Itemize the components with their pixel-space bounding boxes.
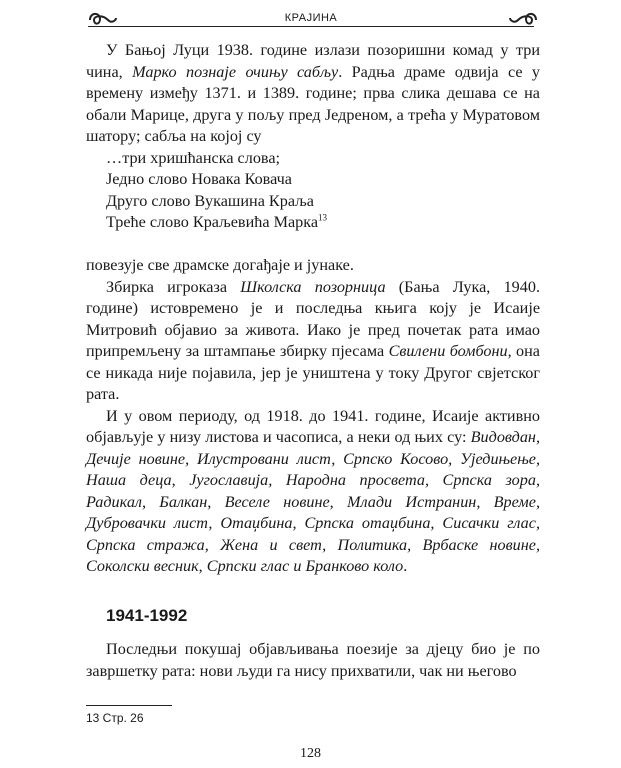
right-ornament-icon <box>508 6 540 30</box>
header-title: КРАЈИНА <box>284 12 338 24</box>
text: (Бања Лука, 1940. године) истовремено је и последња књига коју је Исаије Митровић објавио за живота. Иако је пред почетак рата имао припремљену за штампање збирку пјесама <box>86 277 540 360</box>
text: У Бањој Луци 1938. године излази позоришни комад у три чина, <box>86 41 540 81</box>
page-body <box>86 40 540 682</box>
running-header <box>88 12 534 32</box>
work-title: Марко познаје очињу сабљу <box>132 62 339 81</box>
verse-line: …три хришћанска слова; <box>106 148 281 167</box>
text: . Радња драме одвија се у времену између 1371. и 1389. године; прва слика дешава се на обали Марице, друга у пољу пред Једреном, а трећа у Муратовом шатору; сабља на којој су <box>86 62 540 145</box>
paragraph-2: повезује све драмске догађаје и јунаке. <box>86 256 354 274</box>
footnote: 13 Стр. 26 <box>86 711 144 725</box>
page-number: 128 <box>300 746 321 761</box>
footnote-marker[interactable]: 13 <box>318 212 328 223</box>
footnote-rule <box>86 705 172 706</box>
text: , она се никада није појавила, јер је уништена у току Другог свјетског рата. <box>86 342 540 403</box>
header-rule <box>88 26 534 27</box>
verse-line: Друго слово Вукашина Краља <box>106 191 314 210</box>
paragraph-1 <box>86 40 540 148</box>
work-title: Школска позорница <box>240 277 386 296</box>
paragraph-4 <box>86 406 540 578</box>
periodicals-list: Видовдан, Дечије новине, Илустровани лист, Српско Косово, Уједињење, Наша деца, Југославија, Народна просвета, Српска зора, Радикал, Балкан, Веселе новине, Млади Истранин, Време, Дубровачки лист, Отаџбина, Српска отаџбина, Сисачки глас, Српска стража, Жена и свет, Политика, Врбаске новине, Соколски весник, Српски глас и Бранково коло <box>86 428 540 575</box>
text: И у овом периоду, од 1918. до 1941. године, Исаије активно објављује у низу листова и часописа, а неки од њих су: <box>86 406 540 446</box>
text: Збирка игроказа <box>106 277 241 296</box>
verse-line <box>106 212 540 234</box>
verse-quote <box>106 148 540 234</box>
text: . <box>403 557 408 575</box>
verse-line: Једно слово Новака Ковача <box>106 170 292 188</box>
section-title: 1941-1992 <box>106 605 188 625</box>
paragraph-3 <box>86 277 540 406</box>
work-title: Свилени бомбони <box>388 342 508 360</box>
text: Треће слово Краљевића Марка <box>106 213 319 231</box>
paragraph-5: Последњи покушај објављивања поезије за дјецу био је по завршетку рата: нови људи га нису прихватили, чак ни његово <box>86 640 540 680</box>
